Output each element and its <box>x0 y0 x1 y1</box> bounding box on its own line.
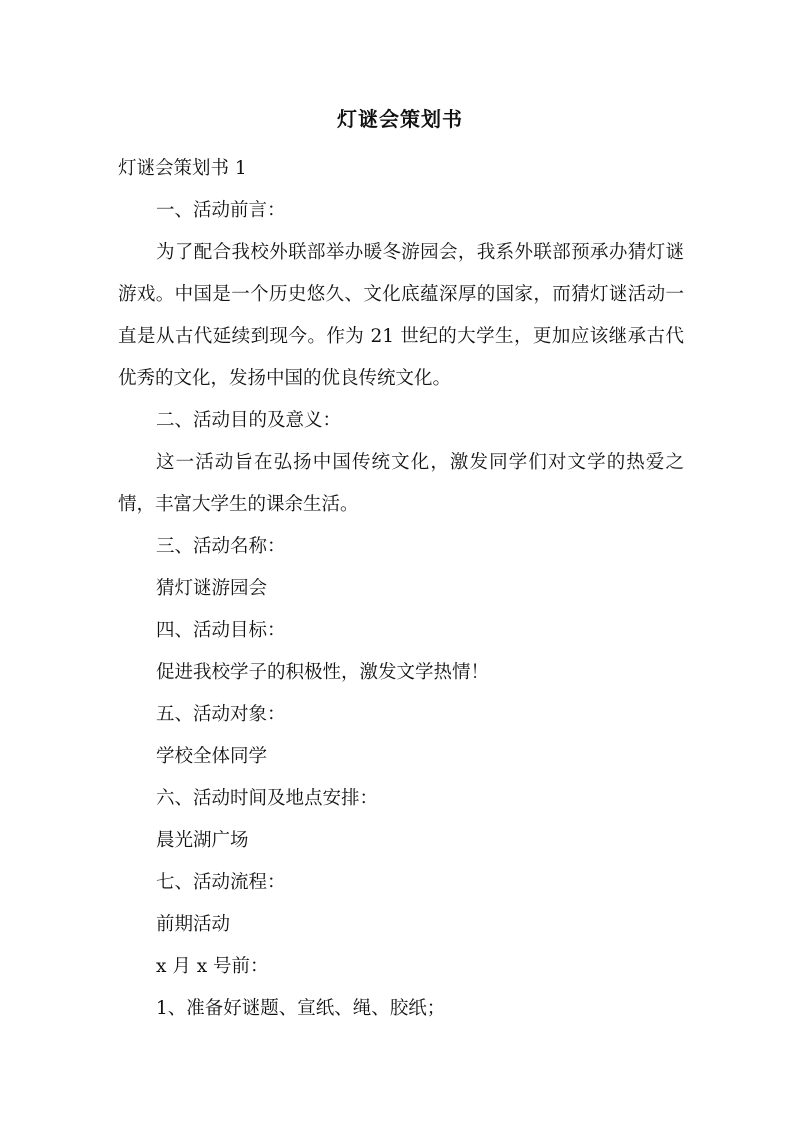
section-heading-preface: 一、活动前言： <box>156 200 286 221</box>
section-body-purpose: 这一活动旨在弘扬中国传统文化，激发同学们对文学的热爱之情，丰富大学生的课余生活。 <box>118 452 684 515</box>
section-body-goal: 促进我校学子的积极性，激发文学热情！ <box>156 662 490 683</box>
section-process-subheading: 前期活动 <box>156 914 231 935</box>
section-body-audience: 学校全体同学 <box>156 746 268 767</box>
section-body-name: 猜灯谜游园会 <box>156 578 268 599</box>
section-heading-goal: 四、活动目标： <box>156 620 286 641</box>
document-title: 灯谜会策划书 <box>337 107 463 131</box>
section-process-date: x 月 x 号前： <box>156 956 269 977</box>
document-subtitle: 灯谜会策划书 1 <box>118 158 247 179</box>
section-heading-name: 三、活动名称： <box>156 536 286 557</box>
section-process-item: 1、准备好谜题、宣纸、绳、胶纸； <box>156 998 446 1019</box>
section-heading-process: 七、活动流程： <box>156 872 286 893</box>
section-heading-audience: 五、活动对象： <box>156 704 286 725</box>
section-heading-time-place: 六、活动时间及地点安排： <box>156 788 379 809</box>
document-body <box>118 148 684 1030</box>
section-heading-purpose: 二、活动目的及意义： <box>156 410 342 431</box>
section-body-time-place: 晨光湖广场 <box>156 830 249 851</box>
section-body-preface: 为了配合我校外联部举办暖冬游园会，我系外联部预承办猜灯谜游戏。中国是一个历史悠久、文化底蕴深厚的国家，而猜灯谜活动一直是从古代延续到现今。作为 21 世纪的大学生，更加应该继承古代优秀的文化，发扬中国的优良传统文化。 <box>118 242 684 389</box>
